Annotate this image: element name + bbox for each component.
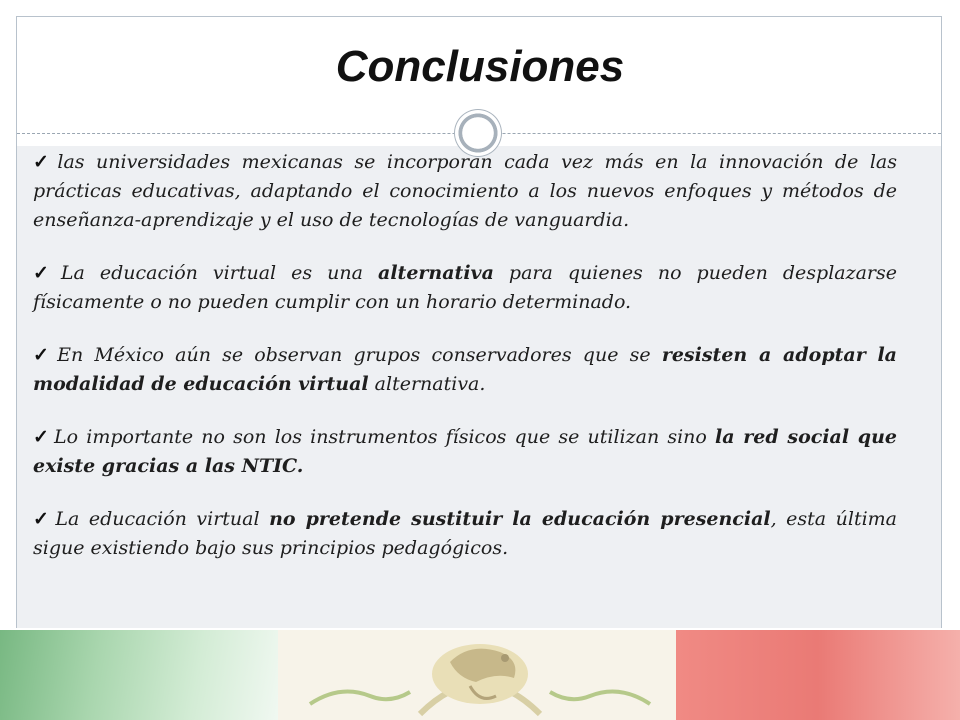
bullet-text: , esta última sigue existiendo bajo sus principios pedagógicos. [33, 508, 897, 559]
bullet-item [33, 423, 897, 481]
bullet-list [33, 148, 897, 587]
checkmark-icon: ✓ [33, 508, 53, 530]
bullet-item [33, 148, 897, 235]
bullet-text: las universidades mexicanas se incorporan cada vez más en la innovación de las prácticas educativas, adaptando el conocimiento a los nuevos enfoques y métodos de enseñanza-aprendizaje y el uso de tecnologías de vanguardia. [33, 151, 897, 231]
bullet-text: La educación virtual es una [60, 262, 379, 284]
bullet-text: La educación virtual [55, 508, 270, 530]
bullet-emphasis: no pretende sustituir la educación presencial [269, 508, 771, 530]
slide-title: Conclusiones [335, 42, 625, 91]
bullet-text: En México aún se observan grupos conservadores que se [57, 344, 662, 366]
bullet-emphasis: alternativa [378, 262, 494, 284]
bullet-emphasis: resisten a adoptar la modalidad de educación virtual [33, 344, 897, 395]
flag-red-band [676, 630, 960, 720]
bullet-item [33, 259, 897, 317]
flag-footer [0, 630, 960, 720]
checkmark-icon: ✓ [33, 426, 52, 448]
bullet-text: Lo importante no son los instrumentos físicos que se utilizan sino [54, 426, 715, 448]
bullet-emphasis: la red social que existe gracias a las NTIC. [33, 426, 897, 477]
flag-green-band [0, 630, 278, 720]
checkmark-icon: ✓ [33, 151, 55, 173]
bullet-item [33, 341, 897, 399]
bullet-item [33, 505, 897, 563]
checkmark-icon: ✓ [33, 262, 58, 284]
bullet-text: para quienes no pueden desplazarse físicamente o no pueden cumplir con un horario determinado. [33, 262, 898, 313]
bullet-text: alternativa. [368, 373, 486, 395]
checkmark-icon: ✓ [33, 344, 55, 366]
mexican-flag-emblem-icon [300, 634, 660, 720]
